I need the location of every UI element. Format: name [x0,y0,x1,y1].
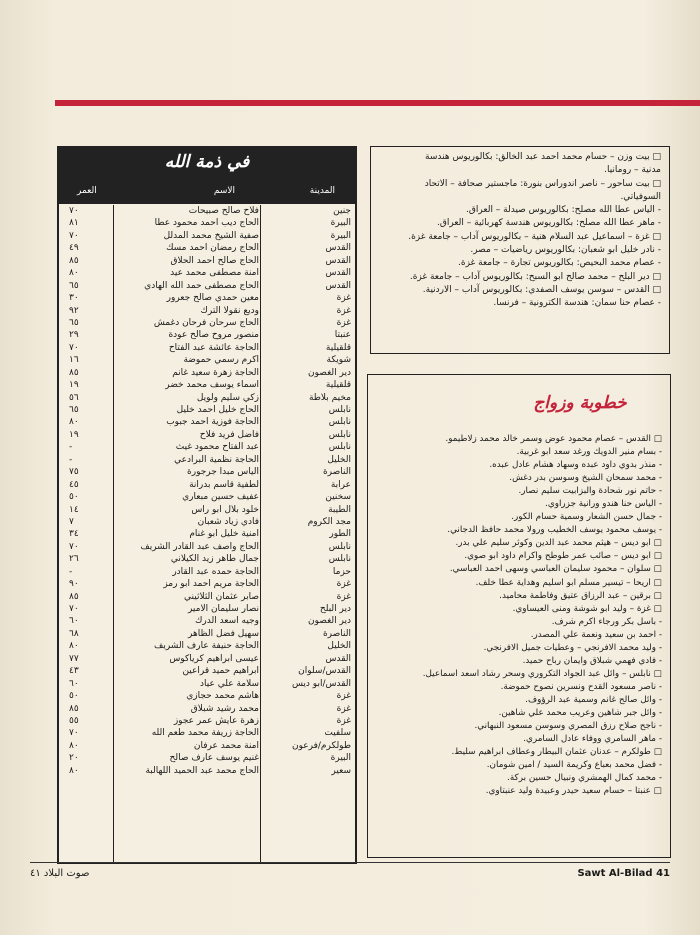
table-row [59,392,355,404]
city-cell: طولكرم/فرعون [292,740,351,751]
city-cell: غزة [336,703,351,714]
city-cell: دير الغصون [308,616,351,627]
age-cell: ٧ [69,516,74,527]
engagement-item: - وائل جبر شاهين وعريب محمد علي شاهين. [498,707,662,718]
table-row [59,255,355,267]
engagement-item: - ناصر مسعود القدح ونسرين نصوح حموضة. [500,681,662,692]
table-row [59,690,355,702]
engagement-item: - محمد سمحان الشيخ وسوسن بدر دغش. [509,473,662,484]
age-cell: ١٩ [69,380,79,391]
table-row [59,466,355,478]
city-cell: سعير [331,765,351,776]
age-cell: - [69,566,73,577]
city-cell: القدس [325,280,351,291]
name-cell: الحاج سرحان فرحان دغمش [153,317,259,328]
age-cell: ٣٠ [69,293,79,304]
city-cell: قلقيلية [325,380,351,391]
table-row [59,379,355,391]
table-row [59,441,355,453]
engagement-item: - وليد محمد الافرنجي – وعطيات جميل الافرنجي. [483,642,662,653]
table-row [59,740,355,752]
name-cell: محمد رشيد شبلاق [190,703,259,714]
engagements-title: خطوبة وزواج [533,393,627,413]
city-cell: الطيبة [328,504,351,515]
age-cell: ١٤ [69,504,79,515]
name-cell: الحاجة نظمية البرادعي [174,454,259,465]
city-cell: البيرة [330,753,351,764]
name-cell: الحاج واصف عبد القادر الشريف [140,541,259,552]
name-cell: زكي سليم ولويل [196,392,259,403]
engagement-item: - جمال حسن الشعار وسمية حسام الكور. [511,512,662,523]
name-cell: الحاجة مريم احمد ابو رمز [163,579,259,590]
engagement-item: □ طولكرم – عدنان عثمان البيطار وعطاف ابراهيم سليط. [451,747,662,758]
name-cell: عبد الفتاح محمود غيث [175,442,259,453]
table-row [59,367,355,379]
graduates-box [370,146,670,354]
column-age: العمر [77,186,97,196]
city-cell: دير البلح [319,604,351,614]
age-cell: ٦٥ [69,280,79,291]
table-row [59,242,355,254]
age-cell: ٦٨ [69,628,79,639]
table-row [59,491,355,503]
name-cell: سلامة علي عياد [200,678,259,689]
engagement-item: - الياس حنا هندو ورانية جزراوي. [545,499,662,510]
age-cell: ٨٥ [69,591,79,602]
table-row [59,454,355,466]
age-cell: ٦٠ [69,616,79,627]
city-cell: عنبتا [334,330,351,341]
city-cell: الطور [329,529,351,540]
table-row [59,516,355,528]
city-cell: جنين [333,206,351,216]
age-cell: ٤٥ [69,479,79,490]
age-cell: ٨٠ [69,417,79,428]
name-cell: الحاج خليل احمد خليل [176,405,259,415]
table-row [59,765,355,777]
age-cell: ٧٠ [69,230,79,241]
name-cell: الحاج ديب احمد محمود عطا [154,218,259,229]
name-cell: معين حمدي صالح جعرور [166,293,259,304]
name-cell: الحاجة فوزية احمد جبوب [166,417,259,428]
name-cell: الحاجة عائشة عبد الفتاح [168,342,259,353]
name-cell: فلاح صالح صبيحات [188,206,259,216]
graduate-line: - عصام حنا سمان: هندسة الكترونية – فرنسا. [493,298,661,309]
city-cell: مجد الكروم [307,516,351,527]
city-cell: غزة [336,317,351,328]
engagement-item: - حاتم نور شحادة والبزابيت سليم نصار. [518,486,662,497]
name-cell: فاضل فريد فلاح [199,429,259,440]
age-cell: ٦٠ [69,678,79,689]
table-row [59,752,355,764]
obituaries-column-headers [59,184,355,202]
graduate-line: □ دير البلح – محمد صالح ابو السبح: بكالوريوس آداب – جامعة غزة. [409,271,661,282]
table-row [59,703,355,715]
table-row [59,416,355,428]
graduate-line: مدنية – رومانيا. [604,165,661,176]
name-cell: الحاجة حنيفة عارف الشريف [154,641,259,652]
city-cell: نابلس [328,442,351,453]
engagement-item: - فادي فهمي شبلاق وايمان رباح حميد. [522,655,662,666]
table-row [59,628,355,640]
city-cell: الناصرة [322,467,351,478]
name-cell: ابراهيم حميد قراعين [182,666,259,677]
engagement-item: - ناجح صلاح رزق المصري وسوسن مسعود النبهاني. [474,721,662,732]
name-cell: هاشم محمد حجازي [186,691,259,702]
name-cell: لطفية قاسم بدرانة [189,479,259,490]
engagements-box [367,374,671,858]
table-row [59,578,355,590]
city-cell: سلفيت [324,728,351,739]
name-cell: امنة مصطفى محمد عيد [170,268,259,279]
age-cell: ٥٦ [69,392,79,403]
city-cell: سخنين [325,492,351,503]
city-cell: غزة [336,305,351,316]
table-row [59,292,355,304]
name-cell: الحاج صالح احمد الحلاق [170,255,259,266]
name-cell: صفية الشيخ محمد المدلل [163,230,259,241]
table-row [59,727,355,739]
engagements-list [374,433,662,798]
table-row [59,640,355,652]
engagement-item: □ غزة – وليد ابو شوشة ومنى العيساوي. [512,603,662,614]
city-cell: نابلس [328,405,351,415]
name-cell: اكرم رسمي حموضة [183,355,259,366]
city-cell: البيرة [330,218,351,229]
name-cell: الحاج رمضان احمد مسك [166,243,259,254]
engagement-item: □ سلوان – محمود سليمان العباسي وسهى احمد العباسي. [449,564,662,575]
table-row [59,354,355,366]
footer-arabic: صوت البلاد ٤١ [30,868,90,879]
city-cell: القدس [325,268,351,279]
engagement-item: □ القدس – عصام محمود عوض وسمر خالد محمد زلاطيمو. [445,434,662,444]
city-cell: القدس [325,243,351,254]
graduate-line: □ القدس – سوسن يوسف الصفدي: بكالوريوس آداب – الاردنية. [422,284,661,295]
age-cell: ٩٠ [69,579,79,590]
name-cell: اسماء يوسف محمد خضر [165,380,259,391]
name-cell: نصار سليمان الامير [187,604,259,614]
age-cell: ٧٠ [69,342,79,353]
graduate-line: □ بيت ساحور – ناصر اندوراس بنورة: ماجستير صحافة – الاتحاد [424,178,661,189]
age-cell: ٦٥ [69,405,79,415]
city-cell: الناصرة [322,628,351,639]
name-cell: وديع نقولا الترك [200,305,259,316]
table-row [59,653,355,665]
table-row [59,404,355,416]
city-cell: البيرة [330,230,351,241]
name-cell: خلود بلال ابو راس [191,504,259,515]
name-cell: فادي زياد شعبان [197,516,259,527]
age-cell: ٢٦ [69,554,79,565]
graduate-line: - الياس عطا الله مصلح: بكالوريوس صيدلة – العراق. [466,205,661,216]
table-row [59,267,355,279]
age-cell: ٨١ [69,218,79,229]
age-cell: ٨٠ [69,641,79,652]
city-cell: القدس [325,653,351,664]
city-cell: غزة [336,293,351,304]
age-cell: ٩٢ [69,305,79,316]
age-cell: ٦٥ [69,317,79,328]
top-red-rule [55,100,700,106]
engagement-item: □ عنبتا – حسام سعيد حيدر وعبيدة وليد عنبتاوي. [485,786,662,797]
graduate-line: السوفياتي. [620,191,661,202]
age-cell: ٧٠ [69,604,79,614]
age-cell: ٥٥ [69,715,79,726]
age-cell: ٧٠ [69,541,79,552]
name-cell: وجيه اسعد الدرك [194,616,259,627]
name-cell: منصور مروح صالح عودة [168,330,259,341]
obituaries-rows [59,205,355,777]
engagement-item: - محمد كمال الهمشري ونبيال حسين بركة. [507,773,662,784]
name-cell: الياس مبدا جرجورة [187,467,259,478]
name-cell: زهرة عايش عمر عجوز [173,715,259,726]
graduate-line: - عصام محمد البحيص: بكالوريوس تجارة – جامعة غزة. [458,258,661,269]
engagement-item: - وائل صالح غانم وسمية عبد الرؤوف. [525,694,662,705]
name-cell: الحاج محمد عبد الحميد اللهالبة [145,765,259,776]
obituaries-title: في ذمة الله [164,152,250,172]
table-row [59,205,355,217]
city-cell: نابلس [328,554,351,565]
city-cell: القدس [325,255,351,266]
table-row [59,603,355,615]
table-row [59,317,355,329]
name-cell: عيسى ابراهيم كرياكوس [169,653,259,664]
city-cell: عرابة [330,479,351,490]
name-cell: عفيف حسين مبعاري [182,492,259,503]
table-row [59,280,355,292]
name-cell: غنيم يوسف عارف صالح [169,753,259,764]
city-cell: حزما [332,566,351,577]
city-cell: القدس/ابو ديس [291,678,351,689]
city-cell: غزة [336,591,351,602]
age-cell: ٢٩ [69,330,79,341]
obituaries-header [59,148,355,204]
age-cell: ٧٧ [69,653,79,664]
table-row [59,715,355,727]
engagement-item: - باسل بكر ورجاء اكرم شرف. [551,616,662,627]
age-cell: - [69,442,73,453]
table-row [59,615,355,627]
age-cell: ٧٠ [69,206,79,216]
engagement-item: - فضل محمد بعباع وكريمة السيد / امين شومان. [486,760,662,771]
age-cell: - [69,454,73,465]
city-cell: نابلس [328,417,351,428]
footer-english: Sawt Al-Bilad 41 [577,868,670,879]
age-cell: ٨٥ [69,367,79,378]
engagement-item: - بسام منير الدويك ورغد سعد ابو غربية. [516,447,662,458]
column-city: المدينة [309,186,335,196]
table-row [59,553,355,565]
graduate-line: - ماهر عطا الله مصلح: بكالوريوس هندسة كهربائية – العراق. [437,218,661,229]
age-cell: ٨٥ [69,255,79,266]
obituaries-table [57,146,357,864]
table-row [59,342,355,354]
table-row [59,504,355,516]
age-cell: ٤٩ [69,243,79,254]
name-cell: الحاجة زهرة سعيد غانم [172,367,259,378]
name-cell: جمال طاهر زيد الكيلاني [170,554,259,565]
age-cell: ٥٠ [69,691,79,702]
bottom-rule [30,862,670,863]
age-cell: ١٦ [69,355,79,366]
graduate-line: □ غزة – اسماعيل عبد السلام هنية – بكالوريوس آداب – جامعة غزة. [408,231,661,242]
table-row [59,528,355,540]
city-cell: غزة [336,691,351,702]
table-row [59,541,355,553]
age-cell: ٥٠ [69,492,79,503]
city-cell: الخليل [327,641,351,652]
table-row [59,230,355,242]
age-cell: ٧٥ [69,467,79,478]
engagement-item: □ نابلس – وائل عبد الجواد التكروري وسحر رشاد اسعد اسماعيل. [422,668,662,679]
table-row [59,591,355,603]
name-cell: امنية خليل ابو غنام [189,529,259,540]
age-cell: ٧٠ [69,728,79,739]
city-cell: نابلس [328,429,351,440]
city-cell: دير الغصون [308,367,351,378]
age-cell: ٨٥ [69,703,79,714]
age-cell: ٨٠ [69,765,79,776]
table-row [59,429,355,441]
table-row [59,665,355,677]
table-row [59,329,355,341]
table-row [59,217,355,229]
engagement-item: □ اريحا – تيسير مسلم ابو اسليم وهداية عطا خلف. [475,577,662,588]
column-name: الاسم [213,186,235,196]
graduate-line: - نادر خليل ابو شعبان: بكالوريوس رياضيات – مصر. [470,245,661,256]
city-cell: مخيم بلاطة [308,392,351,403]
city-cell: القدس/سلوان [298,666,351,677]
name-cell: صابر عثمان الثلاثيني [184,591,259,602]
city-cell: شويكة [326,355,351,366]
table-row [59,479,355,491]
engagement-item: - ماهر السامري ووفاء عادل السامري. [523,734,662,745]
age-cell: ٨٠ [69,740,79,751]
table-row [59,566,355,578]
name-cell: الحاجة حمده عبد القادر [172,566,259,577]
graduate-line: □ بيت وزن – حسام محمد احمد عبد الخالق: بكالوريوس هندسة [425,152,661,162]
table-row [59,305,355,317]
city-cell: غزة [336,715,351,726]
age-cell: ٣٤ [69,529,79,540]
age-cell: ٢٠ [69,753,79,764]
name-cell: امنة محمد عرفان [193,740,259,751]
engagement-item: - يوسف محمود يوسف الخطيب ورولا محمد حافظ الدجاني. [447,525,662,536]
city-cell: غزة [336,579,351,590]
city-cell: الخليل [327,454,351,465]
engagement-item: □ ابو ديس – صائب عمر طوطح واكرام داود ابو صوي. [464,551,662,562]
engagement-item: □ برقين – عبد الرزاق عتيق وفاطمة محاميد. [499,590,662,601]
name-cell: سهيل فضل الظاهر [188,628,259,639]
name-cell: الحاجة زريفة محمد طعم الله [151,728,259,739]
city-cell: قلقيلية [325,342,351,353]
engagement-item: - احمد بن سعيد ونعمة علي المصدر. [530,629,662,640]
name-cell: الحاج مصطفى حمد الله الهادي [144,280,259,291]
age-cell: ٤٣ [69,666,79,677]
age-cell: ١٩ [69,429,79,440]
engagement-item: □ ابو ديس – هيثم محمد عبد الدين وكوثر سليم علي بدر. [455,538,662,549]
city-cell: نابلس [328,541,351,552]
age-cell: ٨٠ [69,268,79,279]
engagement-item: - منذر بدوي داود عبده وسهاد هشام عادل عبده. [489,460,662,471]
table-row [59,678,355,690]
